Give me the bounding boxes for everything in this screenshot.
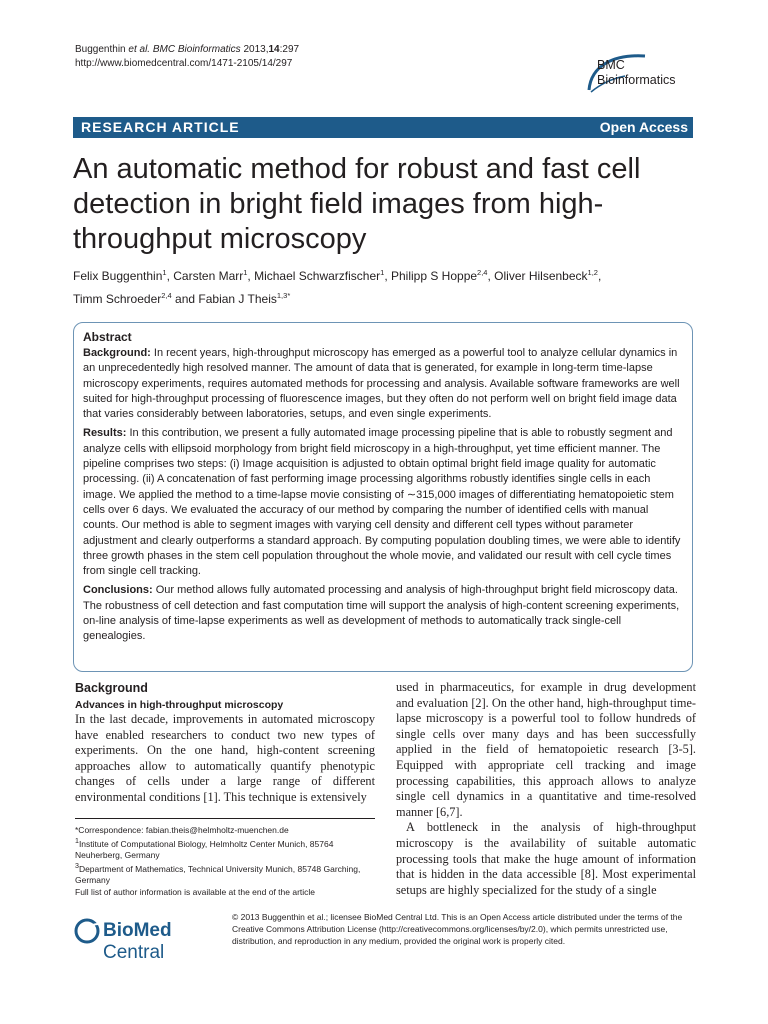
author-info-note: Full list of author information is available at the end of the article: [75, 886, 316, 897]
abstract-conclusions-label: Conclusions:: [83, 584, 153, 597]
abstract-heading: Abstract: [83, 330, 132, 344]
author: Oliver Hilsenbeck$^{1,2}$,: [494, 268, 602, 283]
journal-logo-text: [597, 58, 676, 88]
body-paragraph: In the last decade, improvements in automated microscopy have enabled researchers to conduct two new types of experiments. On the one hand, high-content screening approaches allow to automatically quantify phenotypic changes of cells under a large range of different environmental conditions [1]. This technique is extensively: [75, 712, 375, 804]
citation-etal: et al.: [128, 44, 151, 55]
citation-author: Buggenthin: [75, 44, 126, 55]
article-title: An automatic method for robust and fast cell detection in bright field images from high-throughput microscopy: [73, 153, 641, 255]
biomed-central-text: BioMed Central: [103, 920, 172, 963]
citation-article: :297: [279, 44, 300, 55]
author: Philipp S Hoppe$^{2,4}$,: [390, 268, 495, 283]
body-left-column: [75, 680, 375, 806]
author-list: [73, 263, 693, 309]
abstract-background: [83, 346, 683, 422]
abstract-background-text: In recent years, high-throughput microscopy has emerged as a powerful tool to analyze cellular dynamics in an unprecedentedly high resolved manner. The amount of data that is generated, for example in long-term time-lapse microscopy experiments, requires automated methods for processing and analysis. Available software frameworks are well suited for high-throughput processing of fluorescence images, but they often do not perform well on bright field image data that varies considerably between laboratories, setups, and even single experiments.: [83, 347, 680, 421]
author: Fabian J Theis$^{1,3*}$: [198, 291, 291, 306]
citation-header: [75, 43, 299, 71]
biomed-central-logo: [73, 912, 233, 963]
abstract-conclusions: [83, 583, 683, 644]
abstract-box: [73, 322, 693, 672]
abstract-results-text: In this contribution, we present a fully automated image processing pipeline that is able to robustly segment and analyze cells with ellipsoid morphology from bright field microscopy in a high-throughput, yet time efficient manner. The pipeline comprises two steps: (i) Image acquisition is adjusted to obtain optimal bright field image quality for automatic processing. (ii) A concatenation of fast performing image processing algorithms robustly identifies single cells in each image. We applied the method to a time-lapse movie consisting of ∼315,000 images of differentiating hematopoietic stem cells over 6 days. We evaluated the accuracy of our method by comparing the number of identified cells with manual counts. Our method is able to segment images with varying cell density and different cell types without parameter adjustment and clearly outperforms a standard approach. By computing population doubling times, we were able to identify three growth phases in the stem cell population throughout the whole movie, and validated our result with cell cycle times from single cell tracking.: [83, 427, 681, 578]
citation-line: [75, 43, 299, 57]
open-access-label: Open Access: [599, 119, 688, 135]
journal-logo: [585, 52, 705, 100]
article-type-band: [73, 117, 693, 138]
author: Felix Buggenthin$^1$,: [73, 268, 174, 283]
subsection-heading: Advances in high-throughput microscopy: [75, 699, 284, 711]
abstract-results: [83, 426, 683, 579]
abstract-background-label: Background:: [83, 347, 151, 359]
correspondence-note: *Correspondence: fabian.theis@helmholtz-muenchen.de: [75, 825, 289, 835]
body-paragraph: A bottleneck in the analysis of high-throughput microscopy is the availability of suitable automatic processing tools that make the huge amount of information that is hidden in the data accessible [8]. Most experimental setups are highly specialized for the study of a single: [396, 820, 696, 897]
journal-logo-line2: Bioinformatics: [597, 73, 676, 87]
citation-year: 2013,: [243, 44, 269, 55]
citation-volume: 14: [268, 44, 280, 55]
article-url[interactable]: http://www.biomedcentral.com/1471-2105/14/297: [75, 58, 293, 69]
abstract-conclusions-text: Our method allows fully automated processing and analysis of high-throughput bright field microscopy data. The robustness of cell detection and fast computation time will support the analysis of high-content screening experiments, on-line analysis of time-lapse experiments as well as development of methods to automatically track single-cell genealogies.: [83, 584, 680, 643]
affiliation-note: $^3$Department of Mathematics, Technical University Munich, 85748 Garching, Germany: [75, 862, 361, 886]
journal-logo-line1: BMC: [597, 58, 625, 72]
body-paragraph: used in pharmaceutics, for example in drug development and evaluation [2]. On the other hand, high-throughput time-lapse microscopy is a powerful tool to follow hundreds of single cells over many days and has been successfully applied in the field of hematopoietic research [3-5]. Equipped with appropriate cell tracking and image processing capabilities, this approach allows to analyze single cell dynamics in a quantitative and time-resolved manner [6,7].: [396, 680, 696, 819]
biomed-central-swoosh-icon: [73, 914, 103, 950]
body-right-column: [396, 680, 696, 898]
section-heading: Background: [75, 681, 148, 695]
abstract-results-label: Results:: [83, 427, 127, 440]
article-type-label: RESEARCH ARTICLE: [81, 119, 240, 135]
citation-journal: BMC Bioinformatics: [152, 44, 241, 55]
license-text: © 2013 Buggenthin et al.; licensee BioMed Central Ltd. This is an Open Access article distributed under the terms of the Creative Commons Attribution License (http://creativecommons.org/licenses/by/2.0), which permits unrestricted use, distribution, and reproduction in any medium, provided the original work is properly cited.: [232, 912, 683, 946]
author: Timm Schroeder$^{2,4}$ and: [73, 291, 199, 306]
affiliation-note: $^1$Institute of Computational Biology, Helmholtz Center Munich, 85764 Neuherberg, Germany: [75, 837, 334, 861]
footnotes: [75, 818, 375, 898]
author: Michael Schwarzfischer$^1$,: [254, 268, 391, 283]
author: Carsten Marr$^1$,: [173, 268, 255, 283]
